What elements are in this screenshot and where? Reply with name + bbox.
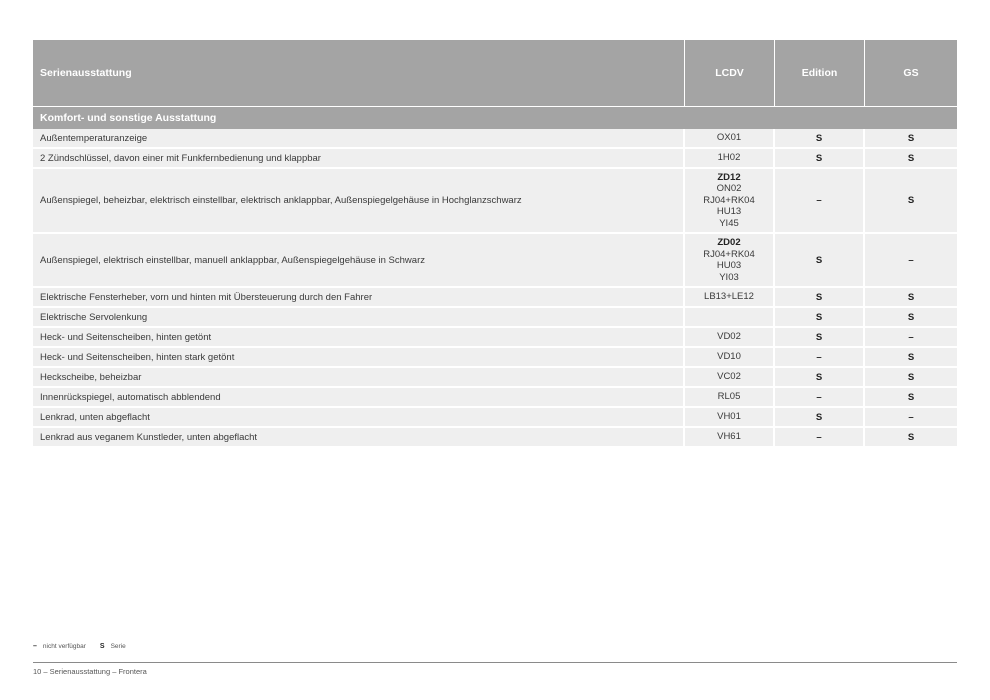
lcdv-code: LB13+LE12	[704, 291, 754, 303]
row-lcdv-codes	[685, 388, 775, 406]
row-edition-value: –	[775, 388, 865, 406]
table-row	[33, 308, 957, 328]
table-row	[33, 288, 957, 308]
row-lcdv-codes	[685, 234, 775, 286]
table-header	[33, 40, 957, 106]
lcdv-code: VD02	[717, 331, 741, 343]
row-edition-value: S	[775, 308, 865, 326]
row-gs-value: S	[907, 311, 915, 323]
table-row	[33, 408, 957, 428]
legend-symbol-dash: –	[33, 643, 37, 650]
header-desc: Serienausstattung	[33, 40, 685, 106]
row-gs-value: –	[908, 331, 914, 343]
row-lcdv-codes	[685, 308, 775, 326]
row-gs-value: –	[908, 411, 914, 423]
row-description: Elektrische Fensterheber, vorn und hinten mit Übersteuerung durch den Fahrer	[33, 288, 685, 306]
row-lcdv-codes	[685, 149, 775, 167]
row-description: Außenspiegel, beheizbar, elektrisch einstellbar, elektrisch anklappbar, Außenspiegelgehäuse in Hochglanzschwarz	[33, 169, 685, 232]
page-footer: 10 – Serienausstattung – Frontera	[33, 667, 147, 676]
row-gs-value: S	[907, 152, 915, 164]
lcdv-code: VD10	[717, 351, 741, 363]
row-lcdv-codes	[685, 328, 775, 346]
lcdv-code: YI45	[719, 217, 739, 229]
equipment-table	[33, 40, 957, 448]
row-lcdv-codes	[685, 129, 775, 147]
table-row	[33, 328, 957, 348]
row-description: Lenkrad, unten abgeflacht	[33, 408, 685, 426]
lcdv-code: OX01	[716, 132, 742, 144]
lcdv-code: RJ04+RK04	[703, 194, 755, 206]
lcdv-code: VC02	[717, 371, 741, 383]
lcdv-code: 1H02	[717, 152, 741, 164]
row-description: Heckscheibe, beheizbar	[33, 368, 685, 386]
row-lcdv-codes	[685, 169, 775, 232]
legend-text-s: Serie	[110, 643, 126, 650]
row-edition-value: S	[775, 408, 865, 426]
row-description: 2 Zündschlüssel, davon einer mit Funkfernbedienung und klappbar	[33, 149, 685, 167]
row-description: Innenrückspiegel, automatisch abblendend	[33, 388, 685, 406]
row-lcdv-codes	[685, 408, 775, 426]
lcdv-code: ZD02	[717, 237, 741, 248]
lcdv-code: VH61	[717, 431, 741, 443]
lcdv-code: HU03	[716, 260, 742, 271]
row-edition-value: S	[775, 328, 865, 346]
table-row	[33, 149, 957, 169]
legend-text-dash: nicht verfügbar	[42, 643, 86, 650]
header-gs: GS	[903, 67, 919, 79]
row-gs-value: S	[907, 431, 915, 443]
table-row	[33, 234, 957, 288]
row-lcdv-codes	[685, 348, 775, 366]
row-edition-value: S	[775, 129, 865, 147]
table-row	[33, 129, 957, 149]
row-gs-value: S	[907, 351, 915, 363]
row-edition-value: S	[775, 368, 865, 386]
table-row	[33, 428, 957, 448]
lcdv-code: ON02	[716, 183, 742, 195]
row-description: Elektrische Servolenkung	[33, 308, 685, 326]
row-edition-value: –	[775, 348, 865, 366]
row-gs-value: S	[907, 291, 915, 303]
lcdv-code: RL05	[717, 391, 741, 403]
row-description: Außenspiegel, elektrisch einstellbar, manuell anklappbar, Außenspiegelgehäuse in Schwarz	[33, 234, 685, 286]
row-gs-value: –	[908, 254, 914, 266]
row-gs-value: S	[907, 195, 915, 206]
legend	[33, 643, 140, 650]
lcdv-code: RJ04+RK04	[703, 248, 755, 260]
row-edition-value: S	[775, 149, 865, 167]
row-lcdv-codes	[685, 368, 775, 386]
row-description: Lenkrad aus veganem Kunstleder, unten abgeflacht	[33, 428, 685, 446]
row-edition-value: –	[775, 428, 865, 446]
row-gs-value: S	[907, 391, 915, 403]
lcdv-code: ZD12	[717, 171, 741, 183]
table-row	[33, 169, 957, 234]
table-body	[33, 129, 957, 448]
lcdv-code: HU13	[716, 206, 742, 218]
legend-symbol-s: S	[99, 643, 105, 650]
table-row	[33, 388, 957, 408]
lcdv-code: VH01	[717, 411, 741, 423]
lcdv-code: YI03	[719, 271, 739, 283]
row-edition-value: S	[775, 288, 865, 306]
row-description: Außentemperaturanzeige	[33, 129, 685, 147]
row-gs-value: S	[907, 132, 915, 144]
row-edition-value: –	[775, 169, 865, 232]
table-row	[33, 368, 957, 388]
footer-divider	[33, 662, 957, 663]
row-edition-value: S	[775, 234, 865, 286]
row-lcdv-codes	[685, 288, 775, 306]
row-description: Heck- und Seitenscheiben, hinten stark getönt	[33, 348, 685, 366]
row-gs-value: S	[907, 371, 915, 383]
section-title: Komfort- und sonstige Ausstattung	[33, 107, 957, 129]
header-edition: Edition	[775, 40, 865, 106]
header-lcdv: LCDV	[685, 40, 775, 106]
row-lcdv-codes	[685, 428, 775, 446]
row-description: Heck- und Seitenscheiben, hinten getönt	[33, 328, 685, 346]
table-row	[33, 348, 957, 368]
